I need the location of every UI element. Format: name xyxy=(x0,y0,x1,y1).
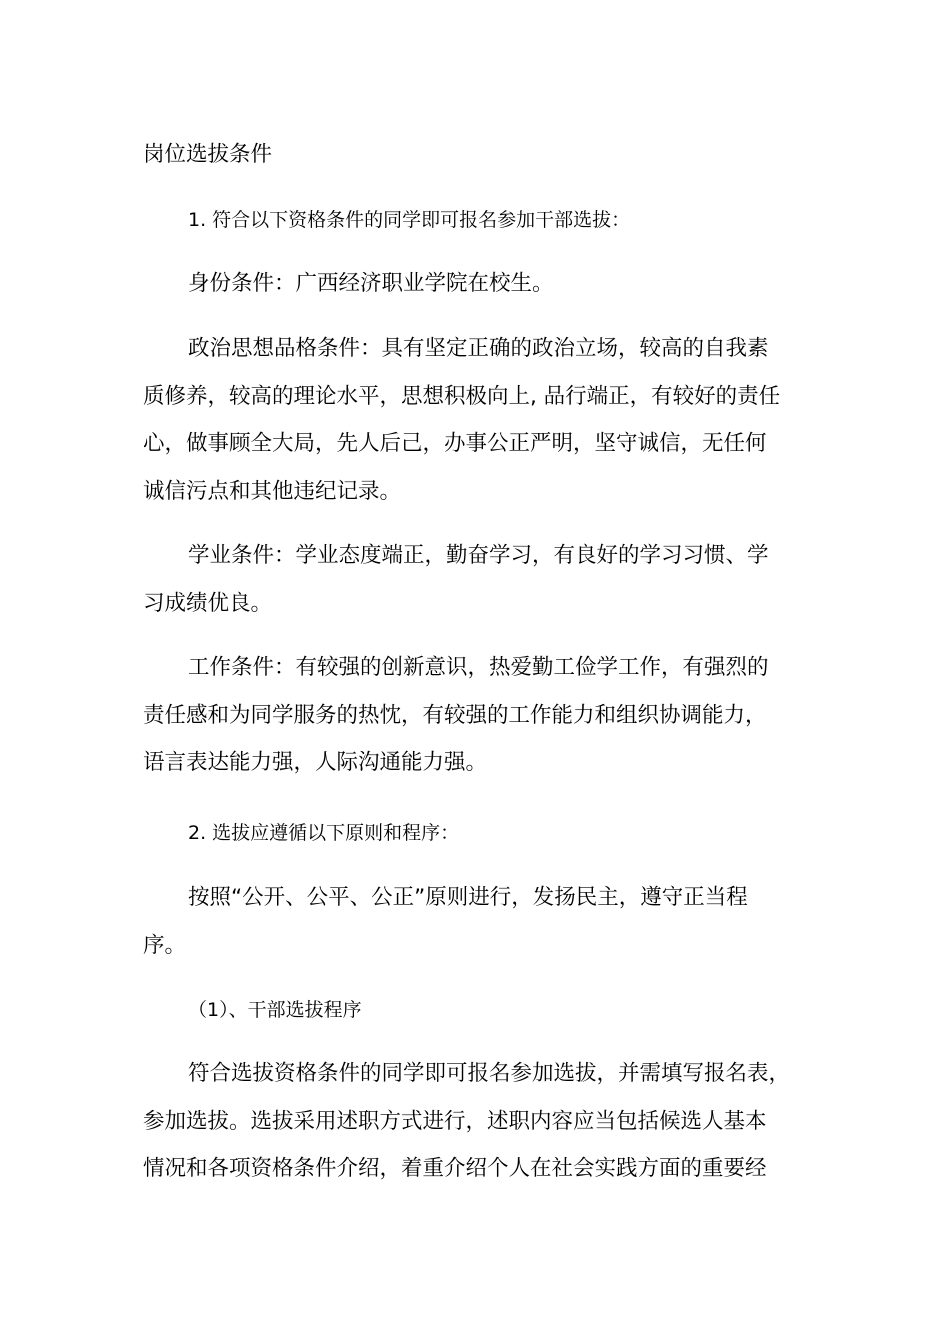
paragraph-line: 参加选拔。选拔采用述职方式进行，述职内容应当包括候选人基本 xyxy=(143,1109,767,1134)
paragraph-line: 序。 xyxy=(143,933,187,958)
paragraph-line: 按照“公开、公平、公正”原则进行，发扬民主，遵守正当程 xyxy=(188,885,748,910)
paragraph-line: 学业条件：学业态度端正，勤奋学习，有良好的学习习惯、学 xyxy=(188,543,769,568)
paragraph-line: 习成绩优良。 xyxy=(143,591,273,616)
paragraph-line: 语言表达能力强，人际沟通能力强。 xyxy=(143,750,488,775)
paragraph-line: 情况和各项资格条件介绍，着重介绍个人在社会实践方面的重要经 xyxy=(143,1156,767,1181)
section-heading: 岗位选拔条件 xyxy=(143,142,273,167)
paragraph-line: 诚信污点和其他违纪记录。 xyxy=(143,479,402,504)
paragraph-line: 工作条件：有较强的创新意识，热爱勤工俭学工作，有强烈的 xyxy=(188,655,769,680)
identity-condition: 身份条件：广西经济职业学院在校生。 xyxy=(188,271,554,296)
paragraph-line: 符合选拔资格条件的同学即可报名参加选拔，并需填写报名表， xyxy=(188,1061,791,1086)
paragraph-line: 心，做事顾全大局，先人后己，办事公正严明，坚守诚信，无任何 xyxy=(143,431,767,456)
item-2-title: 2. 选拔应遵循以下原则和程序： xyxy=(188,822,460,844)
item-1-title: 1. 符合以下资格条件的同学即可报名参加干部选拔： xyxy=(188,209,631,231)
paragraph-line: 政治思想品格条件：具有坚定正确的政治立场，较高的自我素 xyxy=(188,336,769,361)
paragraph-line: 质修养，较高的理论水平，思想积极向上, 品行端正，有较好的责任 xyxy=(143,384,781,409)
paragraph-line: 责任感和为同学服务的热忱，有较强的工作能力和组织协调能力， xyxy=(143,703,767,728)
sub-1-title: （1）、干部选拔程序 xyxy=(188,999,362,1021)
